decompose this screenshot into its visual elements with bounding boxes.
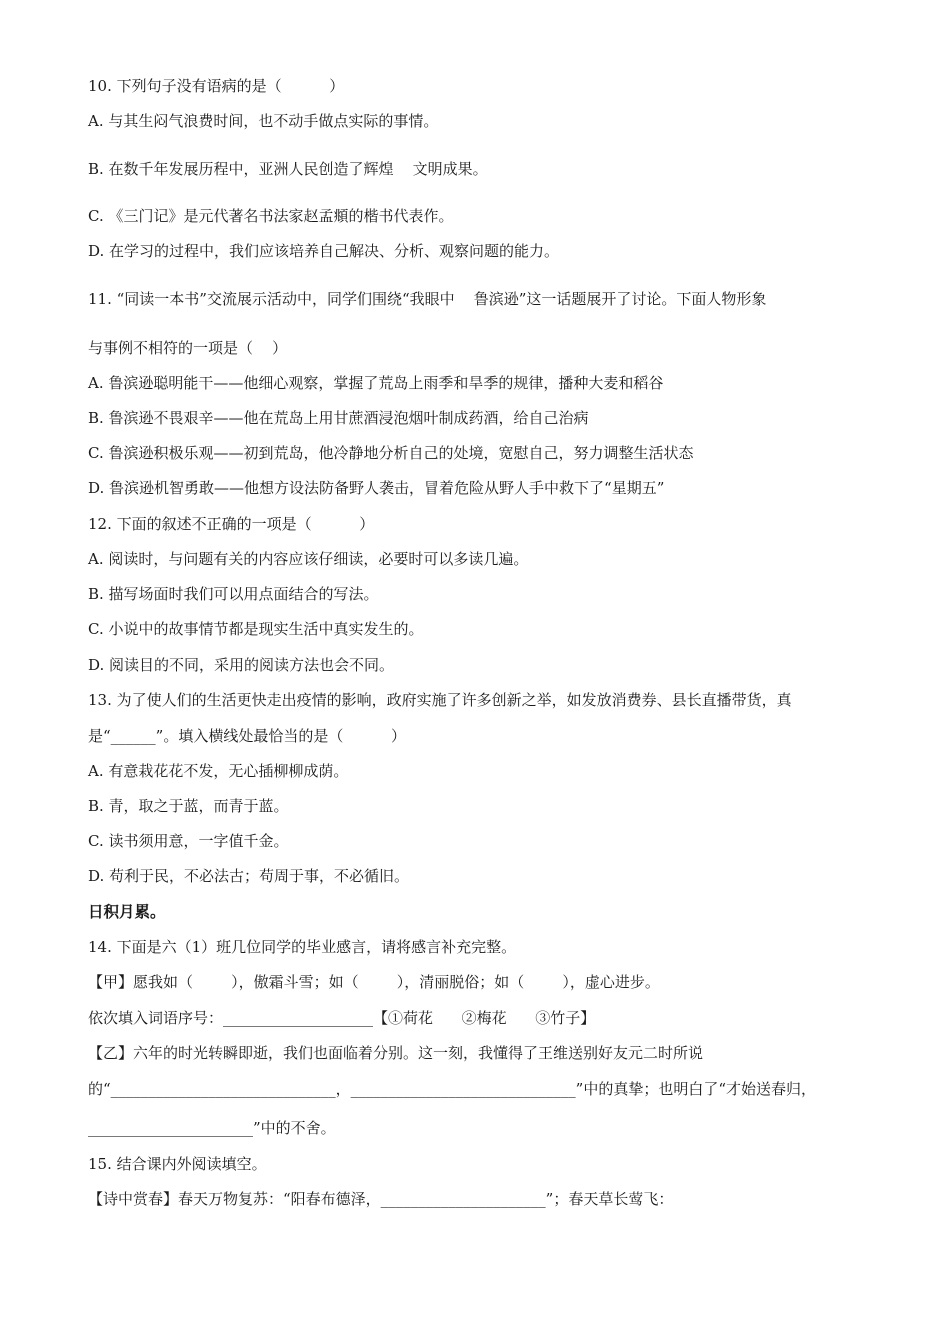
q11-option-c: C. 鲁滨逊积极乐观——初到荒岛，他冷静地分析自己的处境，宽慰自己，努力调整生活状态 [88,444,694,462]
q11-stem-line1: 11. “同读一本书”交流展示活动中，同学们围绕“我眼中 鲁滨逊”这一话题展开了讨论。下面人物形象 [88,290,767,308]
q13-stem-line2: 是“______”。填入横线处最恰当的是（ ） [88,727,407,745]
q13-stem-line1: 13. 为了使人们的生活更快走出疫情的影响，政府实施了许多创新之举，如发放消费券、县长直播带货，真 [88,691,792,709]
q12-option-b: B. 描写场面时我们可以用点面结合的写法。 [88,585,379,603]
q14-stem: 14. 下面是六（1）班几位同学的毕业感言，请将感言补充完整。 [88,938,517,956]
q14-fill: 依次填入词语序号：____________________【①荷花 ②梅花 ③竹子】 [88,1009,596,1027]
section-title: 日积月累。 [88,903,166,921]
q10-option-c: C. 《三门记》是元代著名书法家赵孟頫的楷书代表作。 [88,207,454,225]
q14-yi-line3: ______________________”中的不舍。 [88,1119,336,1137]
q10-option-a: A. 与其生闷气浪费时间，也不动手做点实际的事情。 [88,112,439,130]
q13-option-a: A. 有意栽花花不发，无心插柳柳成荫。 [88,762,349,780]
q15-stem: 15. 结合课内外阅读填空。 [88,1155,267,1173]
q15-poem: 【诗中赏春】春天万物复苏：“阳春布德泽，______________________”；春天草长莺飞： [88,1190,674,1208]
q11-option-d: D. 鲁滨逊机智勇敢——他想方设法防备野人袭击，冒着危险从野人手中救下了“星期五” [88,479,665,497]
q12-stem: 12. 下面的叙述不正确的一项是（ ） [88,515,375,533]
q14-yi-line2: 的“______________________________，______________________________”中的真挚；也明白了“才始送春归， [88,1080,817,1098]
q12-option-a: A. 阅读时，与问题有关的内容应该仔细读，必要时可以多读几遍。 [88,550,529,568]
q11-option-a: A. 鲁滨逊聪明能干——他细心观察，掌握了荒岛上雨季和旱季的规律，播种大麦和稻谷 [88,374,664,392]
q12-option-c: C. 小说中的故事情节都是现实生活中真实发生的。 [88,620,424,638]
q12-option-d: D. 阅读目的不同，采用的阅读方法也会不同。 [88,656,395,674]
q14-jia: 【甲】愿我如（ ），傲霜斗雪；如（ ），清丽脱俗；如（ ），虚心进步。 [88,973,660,991]
q10-option-b: B. 在数千年发展历程中，亚洲人民创造了辉煌 文明成果。 [88,160,488,178]
q11-option-b: B. 鲁滨逊不畏艰辛——他在荒岛上用甘蔗酒浸泡烟叶制成药酒，给自己治病 [88,409,589,427]
q10-stem: 10. 下列句子没有语病的是（ ） [88,77,345,95]
q10-option-d: D. 在学习的过程中，我们应该培养自己解决、分析、观察问题的能力。 [88,242,560,260]
q13-option-b: B. 青，取之于蓝，而青于蓝。 [88,797,289,815]
q11-stem-line2: 与事例不相符的一项是（ ） [88,339,288,357]
q13-option-c: C. 读书须用意，一字值千金。 [88,832,289,850]
q13-option-d: D. 苟利于民，不必法古；苟周于事，不必循旧。 [88,867,410,885]
q14-yi-line1: 【乙】六年的时光转瞬即逝，我们也面临着分别。这一刻，我懂得了王维送别好友元二时所说 [88,1044,704,1062]
